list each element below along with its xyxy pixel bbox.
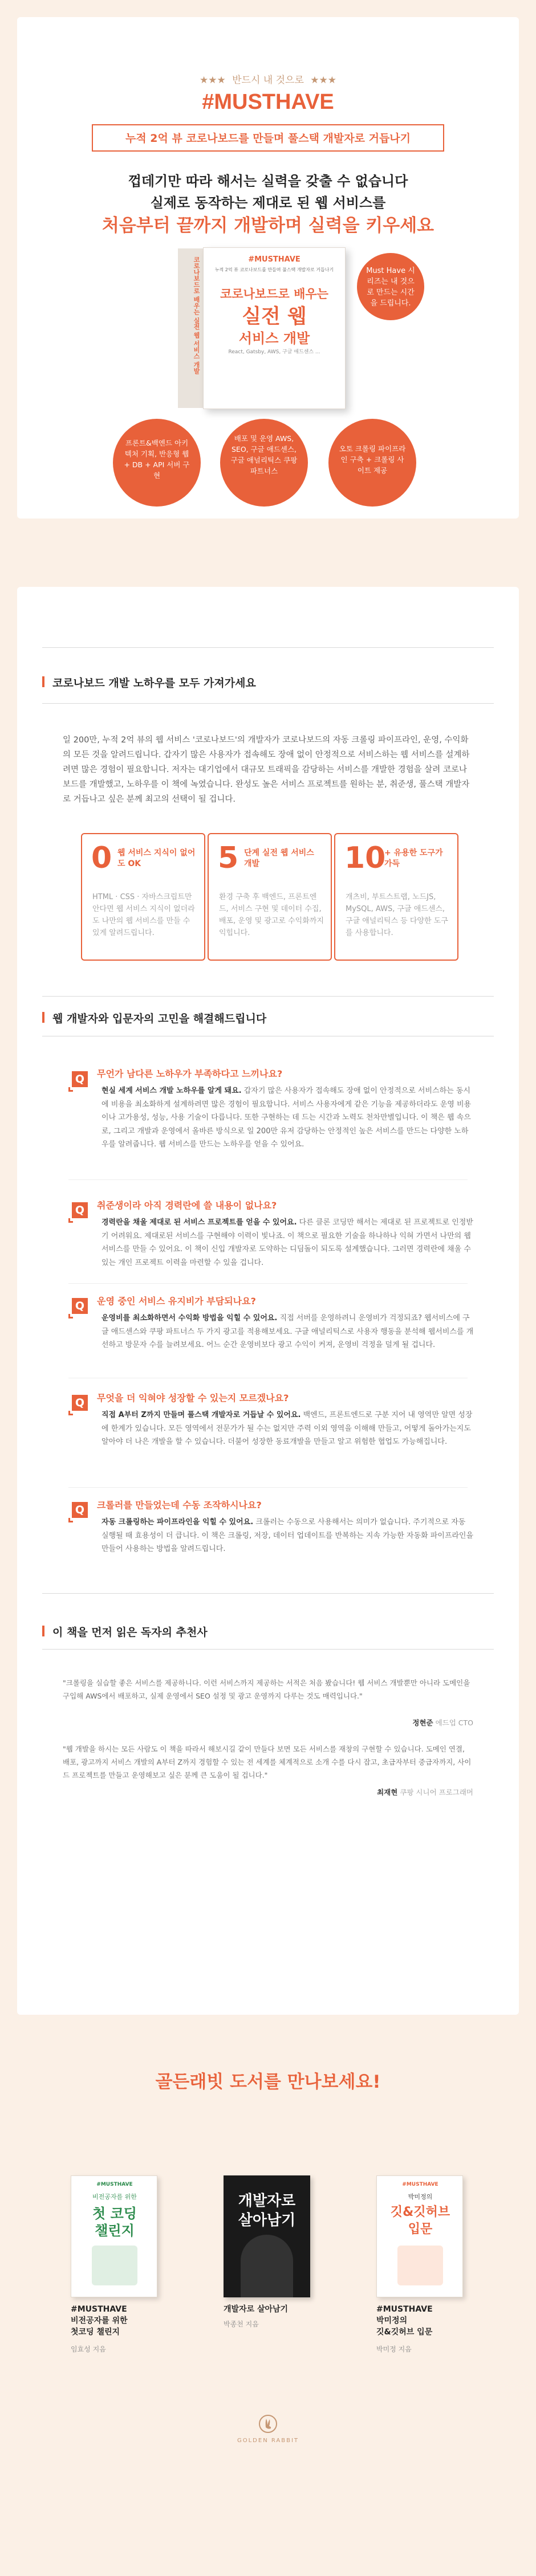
brand-name: GOLDEN RABBIT	[237, 2438, 299, 2444]
question-title: 크롤러를 만들었는데 수동 조작하시나요?	[97, 1500, 262, 1511]
q-icon: Q	[72, 1502, 88, 1518]
book-art	[397, 2246, 443, 2285]
review-quote: "웹 개발을 하시는 모든 사람도 이 책을 따라서 해보시길 같이 만들다 보면 모든 서비스를 재창의 구현할 수 있습니다. 도메인 연결, 배포, 광고까지 서비스 개발의 A부터 Z까지 경험할 수 있는 전 세계를 체계적으로 소개 수를 다시 잡고, 초급자부터 중급자까지, 사이드 프로젝트를 만들고 운영해보고 싶은 분께 큰 도움이 될 겁니다."	[63, 1745, 472, 1779]
book-caption: #MUSTHAVE	[71, 2305, 127, 2314]
divider	[42, 647, 494, 648]
divider	[42, 1593, 494, 1594]
question-title: 무언가 남다른 노하우가 부족하다고 느끼나요?	[97, 1068, 283, 1079]
stat-label: 웹 서비스 지식이 없어도 OK	[117, 848, 196, 868]
stat-desc: HTML · CSS · 자바스크립트만 안다면 웹 서비스 지식이 없더라도 나만의 웹 서비스를 만들 수 있게 알려드립니다.	[92, 893, 195, 937]
question-title: 무엇을 더 익혀야 성장할 수 있는지 모르겠나요?	[97, 1393, 289, 1403]
book-caption: 비전공자를 위한	[71, 2316, 128, 2325]
book-big-1: 개발자로	[238, 2193, 296, 2210]
book-big-2: 챌린지	[95, 2223, 135, 2239]
divider	[68, 1179, 468, 1180]
divider	[42, 703, 494, 704]
q-corner	[68, 1218, 73, 1223]
stat-number: 0	[91, 841, 112, 875]
stat-label: + 유용한 도구가 가득	[384, 848, 443, 868]
answer-lead: 직접 A부터 Z까지 만들며 풀스택 개발자로 거듭날 수 있어요.	[101, 1411, 301, 1419]
section-title-knowhow: 코로나보드 개발 노하우를 모두 가져가세요	[52, 677, 256, 689]
book-author: 박미정 지음	[376, 2345, 412, 2353]
section-title-reviews: 이 책을 먼저 읽은 독자의 추천사	[52, 1626, 208, 1639]
review-quote: "크롤링을 실습할 좋은 서비스를 제공하니다. 이런 서비스까지 제공하는 서적은 처음 봤습니다! 웹 서비스 개발뿐만 아니라 도메인을 구입해 AWS에서 배포하고, 실제 운영에서 SEO 설정 및 광고 운영까지 다루는 것도 매력입니다."	[63, 1679, 470, 1700]
section-intro-text: 일 200만, 누적 2억 뷰의 웹 서비스 '코로나보드'의 개발자가 코로나보드의 자동 크롤링 파이프라인, 운영, 수익화의 모든 것을 알려드립니다. 갑자기 많은 사용자가 접속해도 장애 없이 안정적으로 서비스하는 웹 서비스를 설계하려면 많은 경험이 필요합니다. 저자는 대기업에서 대규모 트래픽을 감당하는 서비스를 개발한 경험을 살려 코로나보드를 개발했고, 노하우를 이 책에 녹였습니다. 완성도 높은 서비스 프로젝트를 원하는 분, 취준생, 풀스택 개발자로 거듭나고 싶은 분께 최고의 선택이 될 겁니다.	[63, 736, 470, 804]
answer-body: 직접 서버를 운영하려니 운영비가 걱정되죠? 웹서비스에 구글 애드센스와 쿠팡 파트너스 두 가지 광고를 적용해보세요. 구글 애널리틱스로 사용자 행동을 분석해 웹서비스를 개선하고 방문자 수를 늘려보세요. 어느 순간 운영비보다 광고 수익이 커져, 운영비 걱정을 덜게 될 겁니다.	[101, 1314, 474, 1349]
book-author: 박종천 지음	[224, 2320, 259, 2328]
book-big-2: 살아남기	[238, 2212, 296, 2229]
circle-middle-text: 배포 및 운영 AWS, SEO, 구글 애드센스, 구글 애널리틱스 쿠팡 파트너스	[230, 434, 298, 475]
divider	[42, 1649, 494, 1650]
author-role: 에드업 CTO	[435, 1718, 473, 1727]
section-title-concerns: 웹 개발자와 입문자의 고민을 해결해드립니다	[52, 1013, 267, 1025]
stat-number: 5	[218, 841, 239, 875]
book-caption: 깃&깃허브 입문	[376, 2328, 433, 2337]
related-book-2[interactable]	[224, 2175, 310, 2297]
answer-text	[101, 1516, 474, 1556]
book-author: 임효성 지음	[71, 2345, 106, 2353]
answer-lead: 자동 크롤링하는 파이프라인을 익힐 수 있어요.	[101, 1518, 254, 1526]
book-big-2: 입문	[408, 2222, 433, 2236]
q-corner	[68, 1518, 73, 1522]
answer-lead: 경력란을 채울 제대로 된 서비스 프로젝트를 얻을 수 있어요.	[101, 1218, 297, 1227]
answer-body: 갑자기 많은 사용자가 접속해도 장애 없이 안정적으로 서비스하는 동시에 비용을 최소화하게 설계하려면 많은 경험이 필요합니다. 서비스 사용자에게 같은 기능을 제공하더라도 운영 비용이나 고가용성, 성능, 사용 기술이 다릅니다. 또한 구현하는 데 드는 시간과 노력도 천차만별입니다. 이 책은 웹 속으로, 그리고 개발과 운영에서 올바른 방식으로 일 200만 유저 감당하는 안정적인 높은 서비스를 만드는 다양한 노하우를 알려줍니다. 웹 서비스를 만드는 노하우를 얻을 수 있어요.	[101, 1087, 472, 1149]
series-title: #MUSTHAVE	[202, 90, 334, 114]
book-art	[92, 2246, 137, 2285]
book-series: #MUSTHAVE	[248, 255, 301, 264]
book-title-1: 코로나보드로 배우는	[220, 287, 328, 301]
stat-desc: 환경 구축 후 백엔드, 프론트엔드, 서비스 구현 및 데이터 수집, 배포, 운영 및 광고로 수익화까지 익힙니다.	[219, 893, 324, 937]
divider	[68, 1487, 468, 1488]
book-subtitle: 누적 2억 뷰 코로나보드를 만들며 풀스택 개발자로 거듭나기	[214, 267, 334, 272]
stars-right: ★★★	[310, 75, 337, 86]
hero-heading-2: 실제로 동작하는 제대로 된 웹 서비스를	[150, 195, 386, 211]
book-caption: 첫코딩 챌린지	[71, 2328, 120, 2337]
book-title-2: 실전 웹	[242, 305, 307, 328]
answer-lead: 운영비를 최소화하면서 수익화 방법을 익힐 수 있어요.	[101, 1314, 278, 1322]
divider	[42, 996, 494, 997]
book-big-1: 첫 코딩	[92, 2206, 137, 2222]
book-photo	[241, 2235, 293, 2297]
review-author	[63, 1787, 473, 1797]
stat-card	[208, 833, 332, 961]
related-title: 골든래빗 도서를 만나보세요!	[155, 2072, 381, 2092]
section-marker	[42, 1012, 44, 1023]
related-book-1[interactable]	[71, 2175, 157, 2297]
musthave-circle-text: Must Have 시리즈는 내 것으로 만드는 시간을 드립니다.	[366, 267, 415, 308]
kicker: 반드시 내 것으로	[232, 75, 304, 86]
book-tags: React, Gatsby, AWS, 구글 애드센스 ...	[228, 349, 320, 355]
stat-card	[334, 833, 458, 961]
stat-number: 10	[344, 841, 386, 875]
section-marker	[42, 676, 44, 687]
circle-right-text: 오토 크롤링 파이프라인 구축 + 크롤링 사이트 제공	[339, 444, 406, 475]
hero-heading-3: 처음부터 끝까지 개발하며 실력을 키우세요	[101, 215, 435, 236]
q-corner	[68, 1314, 73, 1318]
tagline: 누적 2억 뷰 코로나보드를 만들며 풀스택 개발자로 거듭나기	[125, 132, 411, 145]
q-icon: Q	[72, 1395, 88, 1411]
q-corner	[68, 1411, 73, 1415]
answer-lead: 현실 세계 서비스 개발 노하우를 알게 돼요.	[101, 1087, 242, 1095]
kicker-row	[17, 72, 519, 86]
review-author	[63, 1717, 473, 1728]
book-caption: #MUSTHAVE	[376, 2305, 433, 2314]
answer-text	[101, 1312, 474, 1352]
q-icon: Q	[72, 1298, 88, 1314]
author-name: 정현준	[412, 1718, 433, 1727]
answer-body: 크롤러는 수동으로 사용해서는 의미가 없습니다. 주기적으로 자동 실행될 때 효용성이 더 큽니다. 이 책은 크롤링, 저장, 데이터 업데이트를 반복하는 지속 가능한 자동화 파이프라인을 만들어 사용하는 방법을 알려드립니다.	[101, 1518, 474, 1553]
book-spine-text: 코로나보드로 배우는 실전 웹 서비스 개발	[193, 256, 200, 374]
hero-card	[17, 17, 519, 519]
book-caption: 박미정의	[376, 2316, 408, 2325]
answer-text	[101, 1409, 474, 1449]
book-caption: 개발자로 살아남기	[224, 2305, 289, 2314]
answer-body: 백엔드, 프론트엔드로 구분 지어 내 영역만 알면 성장에 한계가 있습니다. 모든 영역에서 전문가가 될 수는 없지만 주력 이외 영역을 이해해 만들고, 어떻게 돌아가는지도 알아야 더 나은 개발을 할 수 있습니다. 더불어 성장한 동료개발을 만들고 알고 위험한 협업도 가능해집니다.	[101, 1411, 473, 1446]
hero-heading-1: 껍데기만 따라 해서는 실력을 갖출 수 없습니다	[128, 173, 408, 189]
stat-label: 단계 실전 웹 서비스 개발	[244, 848, 314, 868]
book-series-label: #MUSTHAVE	[402, 2182, 438, 2187]
book-sub: 비전공자를 위한	[92, 2193, 137, 2201]
author-role: 쿠팡 시니어 프로그래머	[400, 1788, 473, 1797]
rabbit-logo-icon	[259, 2415, 277, 2433]
related-book-3[interactable]	[376, 2175, 463, 2297]
author-name: 최재현	[377, 1788, 398, 1797]
q-icon: Q	[72, 1071, 88, 1087]
q-icon: Q	[72, 1202, 88, 1218]
answer-text	[101, 1084, 474, 1152]
stat-card	[81, 833, 205, 961]
answer-text	[101, 1216, 474, 1269]
book-title-3: 서비스 개발	[238, 330, 310, 346]
circle-left-text: 프론트&백엔드 아키텍처 기획, 반응형 웹 + DB + API 서버 구현	[124, 439, 190, 480]
book-series-label: #MUSTHAVE	[96, 2182, 133, 2187]
book-sub: 박미정의	[408, 2193, 433, 2201]
section-marker	[42, 1626, 44, 1636]
question-title: 취준생이라 아직 경력란에 쓸 내용이 없나요?	[97, 1200, 277, 1211]
question-title: 운영 중인 서비스 유지비가 부담되나요?	[97, 1296, 256, 1307]
stars-left: ★★★	[199, 75, 226, 86]
answer-body: 다른 클론 코딩만 해서는 제대로 된 프로젝트로 인정받기 어려워요. 제대로된 서비스를 구현해야 이력이 빛나죠. 이 책으로 필요한 기술을 하나하나 익혀 가면서 나만의 웹 서비스를 만들 수 있어요. 이 책이 신입 개발자로 도약하는 디딤돌이 되도록 설계했습니다. 그러면 경력란에 채울 수 있는 개인 프로젝트 이력을 마련할 수 있을 겁니다.	[101, 1218, 473, 1267]
book-big-1: 깃&깃허브	[390, 2205, 450, 2219]
divider	[68, 1283, 468, 1284]
stat-desc: 개츠비, 부트스트랩, 노드JS, MySQL, AWS, 구글 애드센스, 구글 애널리틱스 등 다양한 도구를 사용합니다.	[346, 893, 448, 937]
q-corner	[68, 1087, 73, 1092]
